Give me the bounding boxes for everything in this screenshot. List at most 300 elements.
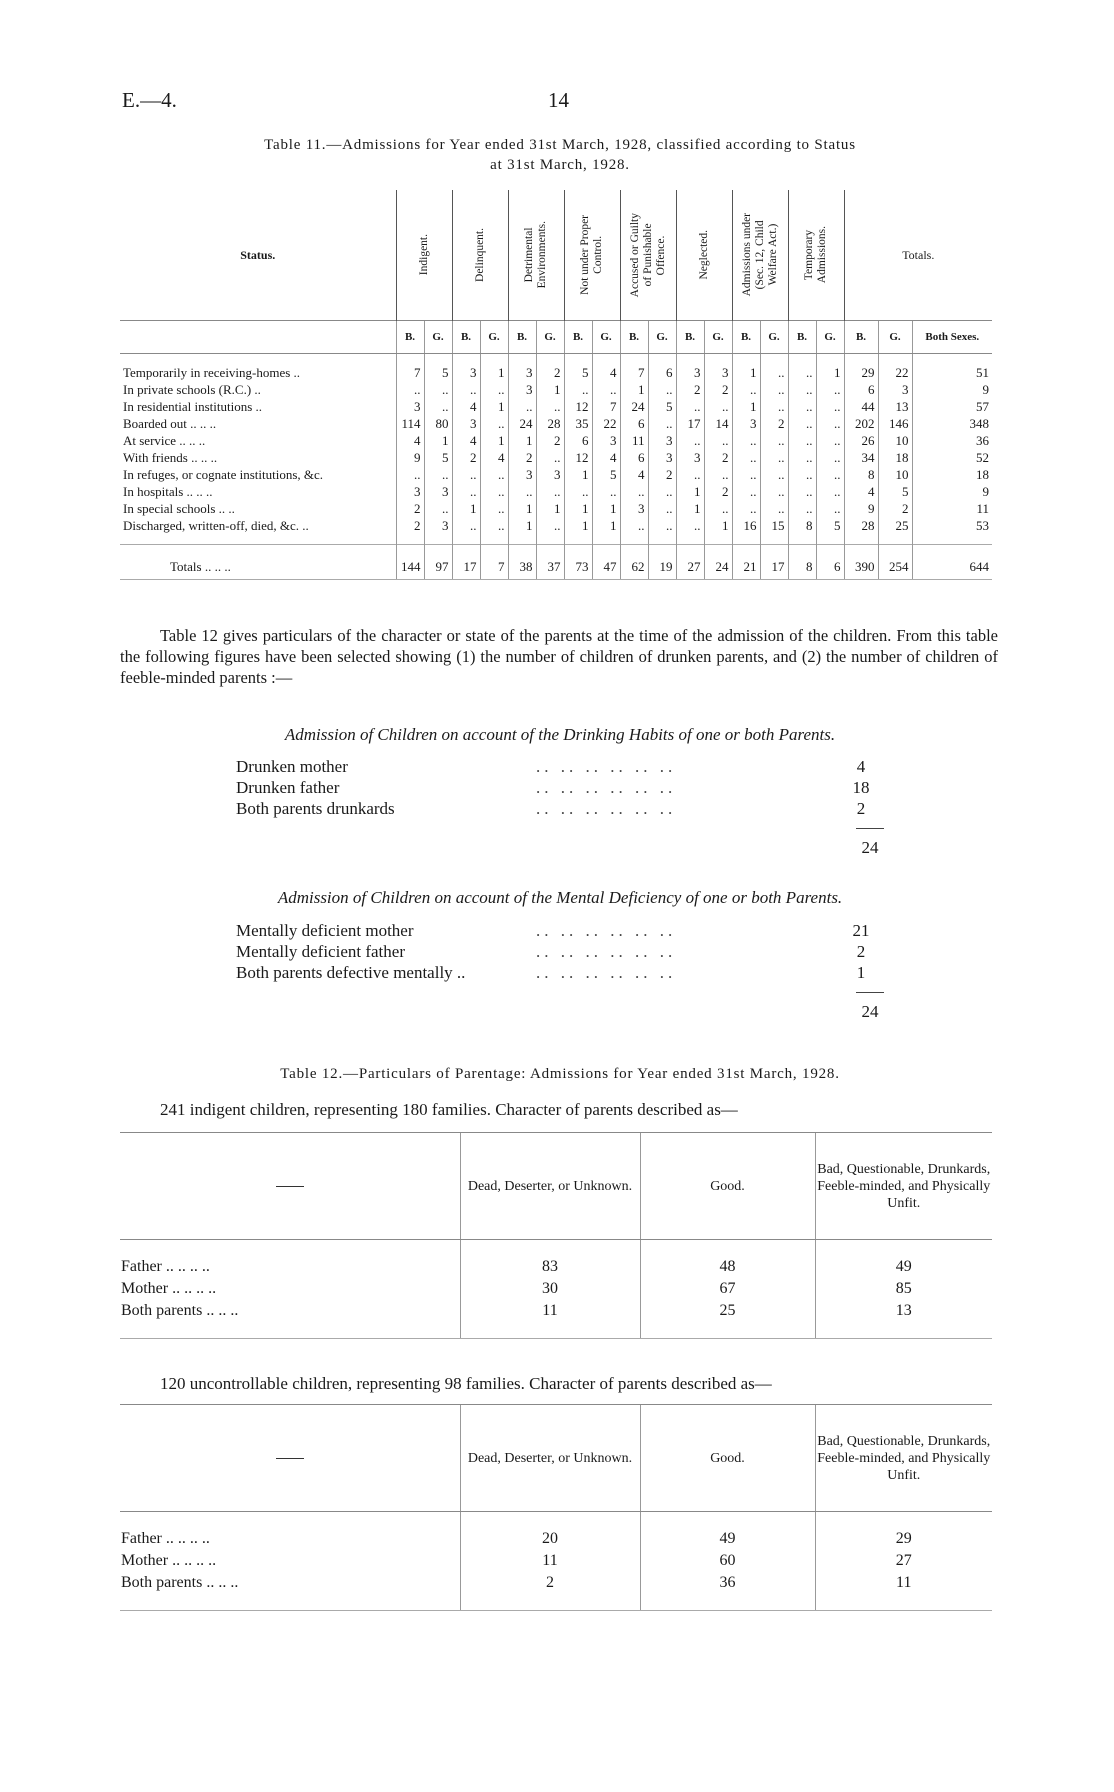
end-cell <box>815 1322 992 1339</box>
end-cell <box>120 1594 460 1611</box>
table-cell: .. <box>480 500 508 517</box>
table-cell: 22 <box>878 364 912 381</box>
table-cell: 3 <box>704 364 732 381</box>
table-cell: 28 <box>844 517 878 534</box>
figure-value: 4 <box>856 757 866 776</box>
table-cell: 12 <box>564 398 592 415</box>
table-cell: .. <box>480 483 508 500</box>
row-label: Mother .. .. .. .. <box>121 1280 217 1297</box>
spacer-cell <box>120 534 396 545</box>
table-cell: 83 <box>460 1256 640 1278</box>
table-cell: 1 <box>592 500 620 517</box>
spacer-cell <box>648 354 676 365</box>
leader-dots: .. .. .. .. .. .. <box>536 963 677 982</box>
table-cell: .. <box>760 449 788 466</box>
table-cell: .. <box>760 398 788 415</box>
table-cell: .. <box>564 483 592 500</box>
table-cell: .. <box>760 500 788 517</box>
boys-subheader: B. <box>732 321 760 354</box>
table-cell: 1 <box>480 398 508 415</box>
table-cell: 7 <box>620 364 648 381</box>
spacer-cell <box>878 534 912 545</box>
table-cell: .. <box>788 483 816 500</box>
table-cell: 2 <box>760 415 788 432</box>
table-cell: .. <box>592 381 620 398</box>
boys-subheader: B. <box>788 321 816 354</box>
spacer-cell <box>424 534 452 545</box>
table-cell: 24 <box>620 398 648 415</box>
table-cell: 114 <box>396 415 424 432</box>
mental-deficiency-list <box>236 920 886 983</box>
table-row <box>120 466 992 483</box>
spacer-cell <box>788 354 816 365</box>
table-cell: .. <box>732 466 760 483</box>
table-cell: 44 <box>844 398 878 415</box>
table-cell: .. <box>788 432 816 449</box>
table-cell: .. <box>816 381 844 398</box>
spacer-cell <box>704 354 732 365</box>
boys-subheader: B. <box>396 321 424 354</box>
table-cell: 1 <box>620 381 648 398</box>
table-cell: .. <box>536 398 564 415</box>
table-cell: .. <box>480 381 508 398</box>
table-cell: 11 <box>620 432 648 449</box>
table-cell: 3 <box>452 415 480 432</box>
total-cell: 144 <box>396 545 424 580</box>
table-cell: 11 <box>912 500 992 517</box>
category-header <box>396 190 452 321</box>
boys-subheader: B. <box>564 321 592 354</box>
category-label: Not under Proper Control. <box>579 215 604 295</box>
table-cell: 4 <box>592 364 620 381</box>
table-cell: .. <box>648 483 676 500</box>
spacer-cell <box>536 354 564 365</box>
table-cell: 3 <box>648 432 676 449</box>
both-sexes-subheader: Both Sexes. <box>912 321 992 354</box>
col-bad-questionable: Bad, Questionable, Drunkards, Feeble-minded, and Physically Unfit. <box>815 1133 992 1240</box>
table-cell: 17 <box>676 415 704 432</box>
end-row <box>120 1322 992 1339</box>
table-cell: 1 <box>732 364 760 381</box>
table-cell: .. <box>760 466 788 483</box>
total-cell: 644 <box>912 545 992 580</box>
table-cell: .. <box>676 517 704 534</box>
table-cell: .. <box>648 517 676 534</box>
group2-intro: 120 uncontrollable children, representing 98 families. Character of parents described as— <box>160 1374 772 1393</box>
table-cell: .. <box>788 466 816 483</box>
table-cell: 48 <box>640 1256 815 1278</box>
figure-value: 2 <box>856 799 866 818</box>
table-cell: .. <box>648 500 676 517</box>
table-cell: 2 <box>460 1572 640 1594</box>
table-cell: 3 <box>676 364 704 381</box>
row-label: In private schools (R.C.) .. <box>123 382 261 397</box>
table-cell: 2 <box>648 466 676 483</box>
spacer-cell <box>620 354 648 365</box>
table-cell: .. <box>480 466 508 483</box>
table-cell: 36 <box>640 1572 815 1594</box>
table-cell: .. <box>676 432 704 449</box>
table-cell: 15 <box>760 517 788 534</box>
table-cell: .. <box>648 381 676 398</box>
table-cell: 3 <box>424 483 452 500</box>
table-cell: .. <box>732 432 760 449</box>
row-label: In special schools .. .. <box>123 501 235 516</box>
table-cell: 202 <box>844 415 878 432</box>
table-cell: .. <box>816 415 844 432</box>
table-cell: .. <box>396 381 424 398</box>
table-cell: 1 <box>508 500 536 517</box>
spacer-cell <box>620 534 648 545</box>
table-cell: .. <box>788 449 816 466</box>
table-row <box>120 500 992 517</box>
table-cell: 1 <box>424 432 452 449</box>
table-cell: 9 <box>912 381 992 398</box>
table-row <box>120 517 992 534</box>
category-label: Delinquent. <box>473 228 486 282</box>
spacer-cell <box>648 534 676 545</box>
table-cell: 3 <box>396 398 424 415</box>
table-cell: .. <box>452 483 480 500</box>
category-label: Detrimental Environments. <box>523 221 548 289</box>
table-cell: .. <box>676 398 704 415</box>
row-label: Mother .. .. .. .. <box>121 1552 217 1569</box>
table-cell: 35 <box>564 415 592 432</box>
table-row <box>120 364 992 381</box>
table-cell: 3 <box>396 483 424 500</box>
figure-label: Drunken father <box>236 778 340 797</box>
category-header <box>732 190 788 321</box>
table-cell: .. <box>788 415 816 432</box>
spacer-cell <box>424 354 452 365</box>
end-row <box>120 1594 992 1611</box>
table-cell: .. <box>536 517 564 534</box>
status-header: Status. <box>240 248 276 262</box>
table-cell: 25 <box>878 517 912 534</box>
total-cell: 6 <box>816 545 844 580</box>
spacer-cell <box>815 1512 992 1529</box>
table-cell: .. <box>452 381 480 398</box>
table-cell: 5 <box>564 364 592 381</box>
category-header <box>508 190 564 321</box>
table-cell: 4 <box>396 432 424 449</box>
spacer-row <box>120 354 992 365</box>
spacer-cell <box>396 534 424 545</box>
category-label: Admissions under (Sec. 12, Child Welfare Act.) <box>740 213 779 297</box>
drinking-total: 24 <box>861 838 879 857</box>
category-label: Accused or Guilty of Punishable Offence. <box>628 212 667 298</box>
table-cell: .. <box>816 483 844 500</box>
explanatory-paragraph: Table 12 gives particulars of the character or state of the parents at the time of the admission of the children. From this table the following figures have been selected showing (1) the number of children of drunken parents, and (2) the number of children of feeble-minded parents :— <box>120 626 998 687</box>
table-cell: .. <box>564 381 592 398</box>
table-cell: .. <box>536 449 564 466</box>
table-cell: 2 <box>396 517 424 534</box>
spacer-cell <box>844 534 878 545</box>
table-cell: 29 <box>844 364 878 381</box>
table11-caption-line2: at 31st March, 1928. <box>490 157 630 173</box>
table-cell: 5 <box>424 364 452 381</box>
table-cell: 2 <box>676 381 704 398</box>
figure-value: 1 <box>856 963 866 982</box>
table-cell: 10 <box>878 466 912 483</box>
table-cell: 146 <box>878 415 912 432</box>
end-cell <box>640 1594 815 1611</box>
table-cell: .. <box>788 500 816 517</box>
spacer-cell <box>460 1512 640 1529</box>
table-cell: 85 <box>815 1278 992 1300</box>
total-cell: 37 <box>536 545 564 580</box>
spacer-cell <box>760 354 788 365</box>
table-cell: .. <box>452 517 480 534</box>
col-bad-questionable: Bad, Questionable, Drunkards, Feeble-minded, and Physically Unfit. <box>815 1405 992 1512</box>
parentage-table-uncontrollable <box>120 1404 992 1611</box>
status-sub-blank <box>120 321 396 354</box>
table-cell: 52 <box>912 449 992 466</box>
table-cell: 8 <box>844 466 878 483</box>
girls-subheader: G. <box>816 321 844 354</box>
table-cell: 12 <box>564 449 592 466</box>
figure-value: 18 <box>852 778 870 797</box>
table-row <box>120 449 992 466</box>
table-cell: 80 <box>424 415 452 432</box>
table-cell: 3 <box>592 432 620 449</box>
table-cell: 348 <box>912 415 992 432</box>
table-cell: 1 <box>536 500 564 517</box>
table-cell: .. <box>508 483 536 500</box>
document-reference: E.—4. <box>122 88 177 112</box>
table-cell: .. <box>788 381 816 398</box>
boys-subheader: B. <box>844 321 878 354</box>
table-cell: 7 <box>396 364 424 381</box>
table-cell: .. <box>424 398 452 415</box>
table-cell: .. <box>816 398 844 415</box>
table-cell: 6 <box>844 381 878 398</box>
spacer-cell <box>640 1240 815 1257</box>
girls-subheader: G. <box>760 321 788 354</box>
table-cell: 30 <box>460 1278 640 1300</box>
mental-deficiency-heading: Admission of Children on account of the Mental Deficiency of one or both Parents. <box>277 888 843 907</box>
table-cell: .. <box>424 500 452 517</box>
drinking-habits-heading: Admission of Children on account of the Drinking Habits of one or both Parents. <box>284 725 836 744</box>
table-cell: 3 <box>508 381 536 398</box>
spacer-cell <box>732 354 760 365</box>
table-cell: .. <box>760 364 788 381</box>
girls-subheader: G. <box>648 321 676 354</box>
table-cell: .. <box>760 432 788 449</box>
table-cell: 26 <box>844 432 878 449</box>
totals-row <box>120 545 992 580</box>
table-row <box>120 415 992 432</box>
row-label: Father .. .. .. .. <box>121 1530 210 1547</box>
table-cell: 18 <box>878 449 912 466</box>
total-cell: 8 <box>788 545 816 580</box>
table-cell: .. <box>704 500 732 517</box>
spacer-cell <box>508 534 536 545</box>
spacer-cell <box>844 354 878 365</box>
spacer-cell <box>704 534 732 545</box>
table-row <box>120 398 992 415</box>
total-cell: 38 <box>508 545 536 580</box>
table-cell: .. <box>620 483 648 500</box>
row-label: Temporarily in receiving-homes .. <box>123 365 301 380</box>
table-cell: 4 <box>480 449 508 466</box>
table-cell: 9 <box>912 483 992 500</box>
boys-subheader: B. <box>620 321 648 354</box>
figure-row <box>236 756 886 777</box>
spacer-cell <box>564 534 592 545</box>
mental-sum-rule <box>856 992 884 993</box>
table-cell: .. <box>704 466 732 483</box>
col-dead-deserter: Dead, Deserter, or Unknown. <box>460 1405 640 1512</box>
table-cell: 7 <box>592 398 620 415</box>
table-cell: 18 <box>912 466 992 483</box>
table-cell: 4 <box>844 483 878 500</box>
leader-dots: .. .. .. .. .. .. <box>536 778 677 797</box>
totals-label: Totals .. .. .. <box>120 545 396 580</box>
spacer-cell <box>912 354 992 365</box>
spacer-cell <box>536 534 564 545</box>
row-label: Discharged, written-off, died, &c. .. <box>123 518 309 533</box>
table-cell: .. <box>816 432 844 449</box>
col-good: Good. <box>640 1405 815 1512</box>
table-cell: 3 <box>676 449 704 466</box>
figure-label: Mentally deficient mother <box>236 921 414 940</box>
leader-dots: .. .. .. .. .. .. <box>536 799 677 818</box>
table-cell: 1 <box>508 432 536 449</box>
table-cell: .. <box>480 415 508 432</box>
total-cell: 73 <box>564 545 592 580</box>
table-cell: 8 <box>788 517 816 534</box>
table-cell: .. <box>732 449 760 466</box>
table-cell: 49 <box>640 1528 815 1550</box>
spacer-cell <box>508 354 536 365</box>
row-label: In refuges, or cognate institutions, &c. <box>123 467 324 482</box>
table-cell: 3 <box>648 449 676 466</box>
total-cell: 17 <box>760 545 788 580</box>
category-label: Temporary Admissions. <box>803 226 828 284</box>
table-row <box>120 381 992 398</box>
boys-subheader: B. <box>676 321 704 354</box>
figure-value: 2 <box>856 942 866 961</box>
table-cell: .. <box>592 483 620 500</box>
table-cell: .. <box>760 483 788 500</box>
girls-subheader: G. <box>878 321 912 354</box>
figure-row <box>236 777 886 798</box>
total-cell: 19 <box>648 545 676 580</box>
table-cell: 6 <box>620 449 648 466</box>
spacer-cell <box>676 354 704 365</box>
table-cell: 2 <box>396 500 424 517</box>
leader-dots: .. .. .. .. .. .. <box>536 921 677 940</box>
spacer-cell <box>676 534 704 545</box>
end-cell <box>460 1322 640 1339</box>
row-label-header <box>120 1405 460 1512</box>
total-cell: 7 <box>480 545 508 580</box>
table-cell: 22 <box>592 415 620 432</box>
table-cell: .. <box>620 517 648 534</box>
table-cell: 57 <box>912 398 992 415</box>
total-cell: 390 <box>844 545 878 580</box>
spacer-cell <box>452 354 480 365</box>
table-cell: 60 <box>640 1550 815 1572</box>
table-cell: .. <box>816 449 844 466</box>
table-cell: .. <box>648 415 676 432</box>
total-cell: 254 <box>878 545 912 580</box>
spacer-cell <box>816 354 844 365</box>
figure-row <box>236 941 886 962</box>
table-cell: 11 <box>460 1550 640 1572</box>
table-cell: 2 <box>536 432 564 449</box>
girls-subheader: G. <box>424 321 452 354</box>
spacer-cell <box>788 534 816 545</box>
spacer-row <box>120 534 992 545</box>
girls-subheader: G. <box>704 321 732 354</box>
row-label: In residential institutions .. <box>123 399 263 414</box>
table-cell: 25 <box>640 1300 815 1322</box>
total-cell: 97 <box>424 545 452 580</box>
row-label: With friends .. .. .. <box>123 450 218 465</box>
table-cell: .. <box>732 483 760 500</box>
table-row <box>120 483 992 500</box>
group1-intro: 241 indigent children, representing 180 families. Character of parents described as— <box>160 1100 738 1119</box>
spacer-cell <box>592 354 620 365</box>
table-cell: .. <box>424 466 452 483</box>
table-cell: 1 <box>676 500 704 517</box>
row-label-header <box>120 1133 460 1240</box>
table-cell: 5 <box>816 517 844 534</box>
figure-row <box>236 962 886 983</box>
table-cell: 4 <box>452 432 480 449</box>
table-cell: 1 <box>564 466 592 483</box>
table-cell: 3 <box>508 466 536 483</box>
spacer-cell <box>732 534 760 545</box>
table-cell: 51 <box>912 364 992 381</box>
table-cell: 3 <box>452 364 480 381</box>
table-cell: 13 <box>878 398 912 415</box>
spacer-cell <box>460 1240 640 1257</box>
total-cell: 17 <box>452 545 480 580</box>
figure-row <box>236 920 886 941</box>
total-cell: 24 <box>704 545 732 580</box>
col-dead-deserter: Dead, Deserter, or Unknown. <box>460 1133 640 1240</box>
table-cell: 3 <box>878 381 912 398</box>
category-header <box>676 190 732 321</box>
table-cell: 3 <box>536 466 564 483</box>
row-label: Boarded out .. .. .. <box>123 416 217 431</box>
table-cell: 9 <box>396 449 424 466</box>
mental-total: 24 <box>861 1002 879 1021</box>
table-cell: 9 <box>844 500 878 517</box>
figure-value: 21 <box>852 921 870 940</box>
category-label: Indigent. <box>417 234 430 276</box>
table-cell: 20 <box>460 1528 640 1550</box>
total-cell: 21 <box>732 545 760 580</box>
table-cell: .. <box>732 500 760 517</box>
girls-subheader: G. <box>592 321 620 354</box>
row-label: Both parents .. .. .. <box>121 1302 239 1319</box>
table-cell: 49 <box>815 1256 992 1278</box>
total-cell: 62 <box>620 545 648 580</box>
spacer-cell <box>396 354 424 365</box>
table-cell: 2 <box>704 449 732 466</box>
figure-label: Both parents defective mentally .. <box>236 963 466 982</box>
totals-header: Totals. <box>844 190 992 321</box>
spacer-cell <box>878 354 912 365</box>
table-cell: 5 <box>878 483 912 500</box>
figure-row <box>236 798 886 819</box>
table-cell: 1 <box>508 517 536 534</box>
girls-subheader: G. <box>536 321 564 354</box>
